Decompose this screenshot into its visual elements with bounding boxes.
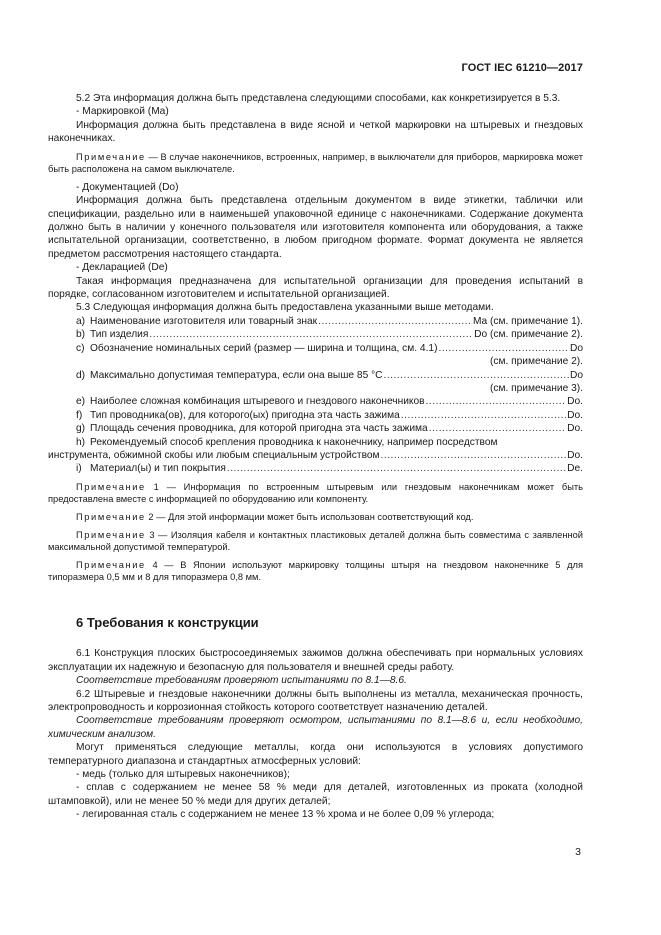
method-de-title: - Декларацией (De) <box>76 262 168 274</box>
paragraph-6-1-check: Соответствие требованиям проверяют испытаниями по 8.1—8.6. <box>76 675 407 687</box>
paragraph-5-2: 5.2 Эта информация должна быть представлена следующими способами, как конкретизируется в 5.3. <box>76 93 561 104</box>
paragraph-6-1: 6.1 Конструкция плоских быстросоединяемых зажимов должна обеспечивать при нормальных условиях эксплуатации их надежную и безопасную для пользователя и внешней среды работу. <box>48 648 583 673</box>
list-item-i: i) Материал(ы) и тип покрытия ..... De. <box>48 462 583 475</box>
list-item-h-wrap: инструмента, обжимной скобы или любым специальным устройством ..... Do. <box>48 449 583 462</box>
paragraph-6-2: 6.2 Штыревые и гнездовые наконечники должны быть выполнены из металла, механическая прочность, электропроводность и коррозионная стойкость которого соответствует назначению деталей. <box>48 688 583 713</box>
list-item-f: f) Тип проводника(ов), для которого(ых) пригодна эта часть зажима ..... Do. <box>48 409 583 422</box>
method-ma-text: Информация должна быть представлена в виде ясной и четкой маркировки на штыревых и гнездовых наконечниках. <box>48 119 583 145</box>
note-label: Примечание <box>76 151 146 162</box>
method-de-text: Такая информация предназначена для испытательной организации для проведения испытаний в порядке, согласованном изготовителем и испытательной организацией. <box>48 275 583 301</box>
list-item-d-note: (см. примечание 3). <box>489 382 583 394</box>
note-4: Примечание 4 — В Японии используют маркировку толщины штыря на гнездовом наконечнике 5 для типоразмера 0,5 мм и 8 для типоразмера 0,8 мм. <box>48 559 583 583</box>
page-number: 3 <box>575 846 581 858</box>
note-3: Примечание 3 — Изоляция кабеля и контактных пластиковых деталей должна быть совместима с заявленной максимальной допустимой температурой. <box>48 529 583 553</box>
list-item-c: c) Обозначение номинальных серий (размер — ширина и толщина, см. 4.1) ..... Do <box>48 342 583 355</box>
section-title: 6 Требования к конструкции <box>76 614 259 630</box>
paragraph-5-3: 5.3 Следующая информация должна быть предоставлена указанными выше методами. <box>76 302 494 314</box>
note-2: Примечание 2 — Для этой информации может быть использован соответствующий код. <box>76 511 474 522</box>
list-item-g: g) Площадь сечения проводника, для которой пригодна эта часть зажима ..... Do. <box>48 422 583 435</box>
note-text: — В случае наконечников, встроенных, например, в выключатели для приборов, маркировка может быть расположена на самом выключателе. <box>48 151 583 175</box>
list-item-d: d) Максимально допустимая температура, если она выше 85 °С ..... Do <box>48 369 583 382</box>
list-item-h: h) Рекомендуемый способ крепления проводника к наконечнику, например посредством <box>76 436 498 448</box>
list-item-b: b) Тип изделия ..... Do (см. примечание 2). <box>48 328 583 341</box>
metals-intro: Могут применяться следующие металлы, когда они используются в условиях допустимого температурного диапазона и стандартных атмосферных условий: <box>48 742 583 767</box>
page-body <box>48 92 583 822</box>
document-code: ГОСТ IEC 61210—2017 <box>461 62 583 74</box>
metal-steel: - легированная сталь с содержанием не менее 13 % хрома и не более 0,09 % углерода; <box>76 809 495 821</box>
paragraph-6-2-check: Соответствие требованиям проверяют осмотром, испытаниями по 8.1—8.6 и, если необходимо, химическим анализом. <box>48 715 583 740</box>
list-item-c-note: (см. примечание 2). <box>489 356 583 368</box>
note-1: Примечание 1 — Информация по встроенным штыревым или гнездовым наконечникам может быть предоставлена вместе с информацией по оборудованию или компоненту. <box>48 481 583 505</box>
note-ma <box>48 151 583 176</box>
method-ma-title: - Маркировкой (Ma) <box>76 106 169 118</box>
metal-alloy: - сплав с содержанием не менее 58 % меди для деталей, изготовленных из проката (холодной штамповкой), или не менее 50 % меди для других деталей; <box>48 782 583 807</box>
list-item-e: e) Наиболее сложная комбинация штыревого и гнездового наконечников ..... Do. <box>48 395 583 408</box>
method-do-text: Информация должна быть представлена отдельным документом в виде этикетки, таблички или спецификации, раздельно или в наименьшей упаковочной единице с наконечниками. Содержание документа должно быть в наличии у конечного пользователя или изготовителя компонента или оборудования, а также испытательной организации, соответственно, в любом пригодном формате. Формат документа не является предметом рассмотрения настоящего стандарта. <box>48 195 583 260</box>
metal-copper: - медь (только для штыревых наконечников); <box>76 768 290 780</box>
method-do-title: - Документацией (Do) <box>76 181 179 193</box>
list-item-a: a) Наименование изготовителя или товарный знак ..... Ma (см. примечание 1). <box>48 315 583 328</box>
